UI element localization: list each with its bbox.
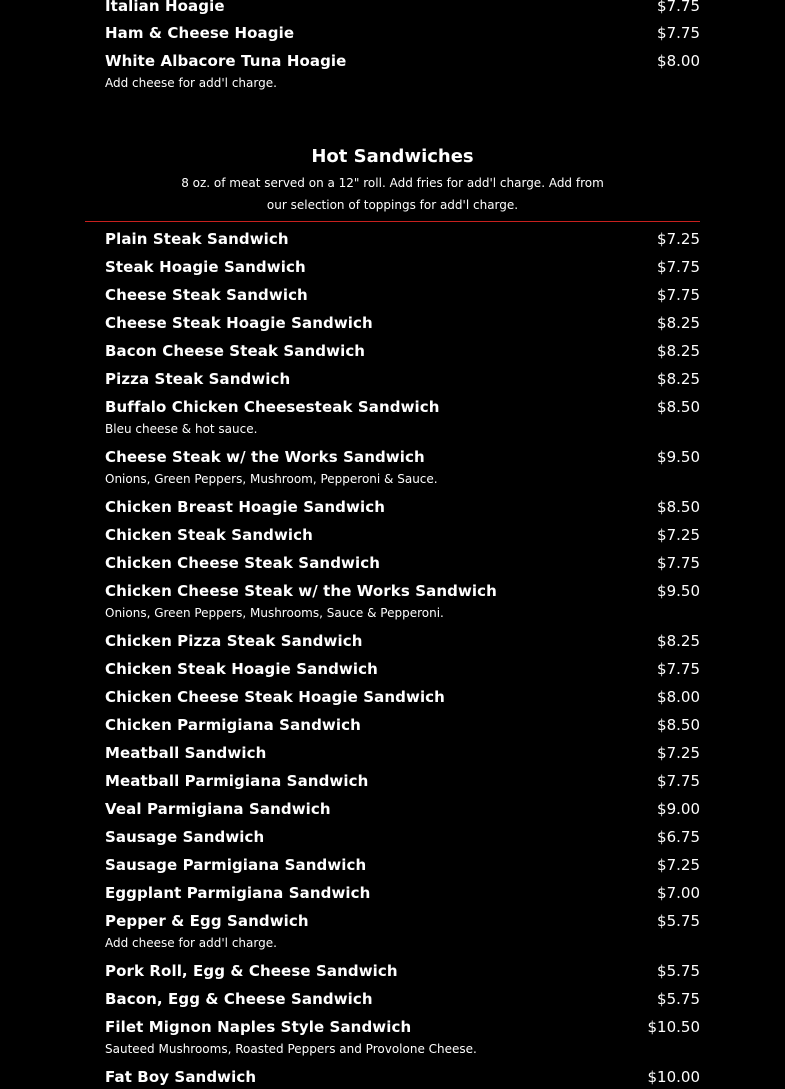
- item-name: Sausage Parmigiana Sandwich: [105, 856, 367, 874]
- item-price: $7.75: [657, 24, 700, 42]
- item-name: Ham & Cheese Hoagie: [105, 24, 295, 42]
- item-name: Cheese Steak w/ the Works Sandwich: [105, 448, 425, 466]
- item-name: Chicken Parmigiana Sandwich: [105, 716, 361, 734]
- section-description: 8 oz. of meat served on a 12" roll. Add fries for add'l charge. Add from our selection of toppings for add'l charge.: [181, 176, 604, 212]
- item-price: $9.00: [657, 800, 700, 818]
- item-price: $8.25: [657, 370, 700, 388]
- item-name: Chicken Cheese Steak w/ the Works Sandwich: [105, 582, 497, 600]
- item-price: $8.50: [657, 498, 700, 516]
- item-name: Plain Steak Sandwich: [105, 230, 289, 248]
- item-price: $7.75: [657, 660, 700, 678]
- item-name: Bacon, Egg & Cheese Sandwich: [105, 990, 373, 1008]
- item-name: Chicken Cheese Steak Sandwich: [105, 554, 381, 572]
- item-price: $10.00: [647, 1068, 700, 1086]
- item-name: White Albacore Tuna Hoagie: [105, 52, 347, 70]
- item-price: $7.75: [657, 554, 700, 572]
- item-price: $10.50: [647, 1018, 700, 1036]
- item-price: $7.75: [657, 258, 700, 276]
- item-price: $7.75: [657, 772, 700, 790]
- item-price: $7.00: [657, 884, 700, 902]
- item-name: Sausage Sandwich: [105, 828, 265, 846]
- item-price: $8.25: [657, 342, 700, 360]
- item-price: $7.75: [657, 0, 700, 15]
- item-name: Chicken Steak Sandwich: [105, 526, 313, 544]
- item-price: $6.75: [657, 828, 700, 846]
- item-description: Add cheese for add'l charge.: [105, 936, 277, 950]
- item-description: Sauteed Mushrooms, Roasted Peppers and Provolone Cheese.: [105, 1042, 477, 1056]
- item-price: $7.25: [657, 526, 700, 544]
- item-name: Veal Parmigiana Sandwich: [105, 800, 331, 818]
- item-name: Cheese Steak Sandwich: [105, 286, 308, 304]
- item-name: Pepper & Egg Sandwich: [105, 912, 309, 930]
- item-description: Add cheese for add'l charge.: [105, 76, 277, 90]
- item-name: Cheese Steak Hoagie Sandwich: [105, 314, 373, 332]
- item-price: $5.75: [657, 990, 700, 1008]
- item-name: Chicken Cheese Steak Hoagie Sandwich: [105, 688, 445, 706]
- item-name: Chicken Steak Hoagie Sandwich: [105, 660, 378, 678]
- item-price: $9.50: [657, 582, 700, 600]
- section-title: Hot Sandwiches: [311, 146, 474, 167]
- item-price: $7.75: [657, 286, 700, 304]
- item-name: Bacon Cheese Steak Sandwich: [105, 342, 366, 360]
- item-description: Onions, Green Peppers, Mushroom, Pepperoni & Sauce.: [105, 472, 438, 486]
- item-price: $8.00: [657, 52, 700, 70]
- item-name: Italian Hoagie: [105, 0, 225, 15]
- item-price: $8.50: [657, 716, 700, 734]
- item-name: Meatball Sandwich: [105, 744, 267, 762]
- item-name: Chicken Breast Hoagie Sandwich: [105, 498, 385, 516]
- item-description: Onions, Green Peppers, Mushrooms, Sauce & Pepperoni.: [105, 606, 444, 620]
- item-name: Chicken Pizza Steak Sandwich: [105, 632, 363, 650]
- item-name: Steak Hoagie Sandwich: [105, 258, 306, 276]
- item-name: Pork Roll, Egg & Cheese Sandwich: [105, 962, 398, 980]
- item-name: Meatball Parmigiana Sandwich: [105, 772, 369, 790]
- item-price: $8.50: [657, 398, 700, 416]
- item-description: Bleu cheese & hot sauce.: [105, 422, 258, 436]
- item-price: $5.75: [657, 912, 700, 930]
- item-price: $8.25: [657, 314, 700, 332]
- section-divider: [85, 221, 700, 222]
- item-name: Buffalo Chicken Cheesesteak Sandwich: [105, 398, 440, 416]
- item-name: Eggplant Parmigiana Sandwich: [105, 884, 371, 902]
- item-price: $7.25: [657, 856, 700, 874]
- item-price: $7.25: [657, 230, 700, 248]
- item-price: $9.50: [657, 448, 700, 466]
- item-price: $8.25: [657, 632, 700, 650]
- item-price: $7.25: [657, 744, 700, 762]
- item-name: Pizza Steak Sandwich: [105, 370, 291, 388]
- item-name: Fat Boy Sandwich: [105, 1068, 257, 1086]
- item-name: Filet Mignon Naples Style Sandwich: [105, 1018, 412, 1036]
- item-price: $5.75: [657, 962, 700, 980]
- item-price: $8.00: [657, 688, 700, 706]
